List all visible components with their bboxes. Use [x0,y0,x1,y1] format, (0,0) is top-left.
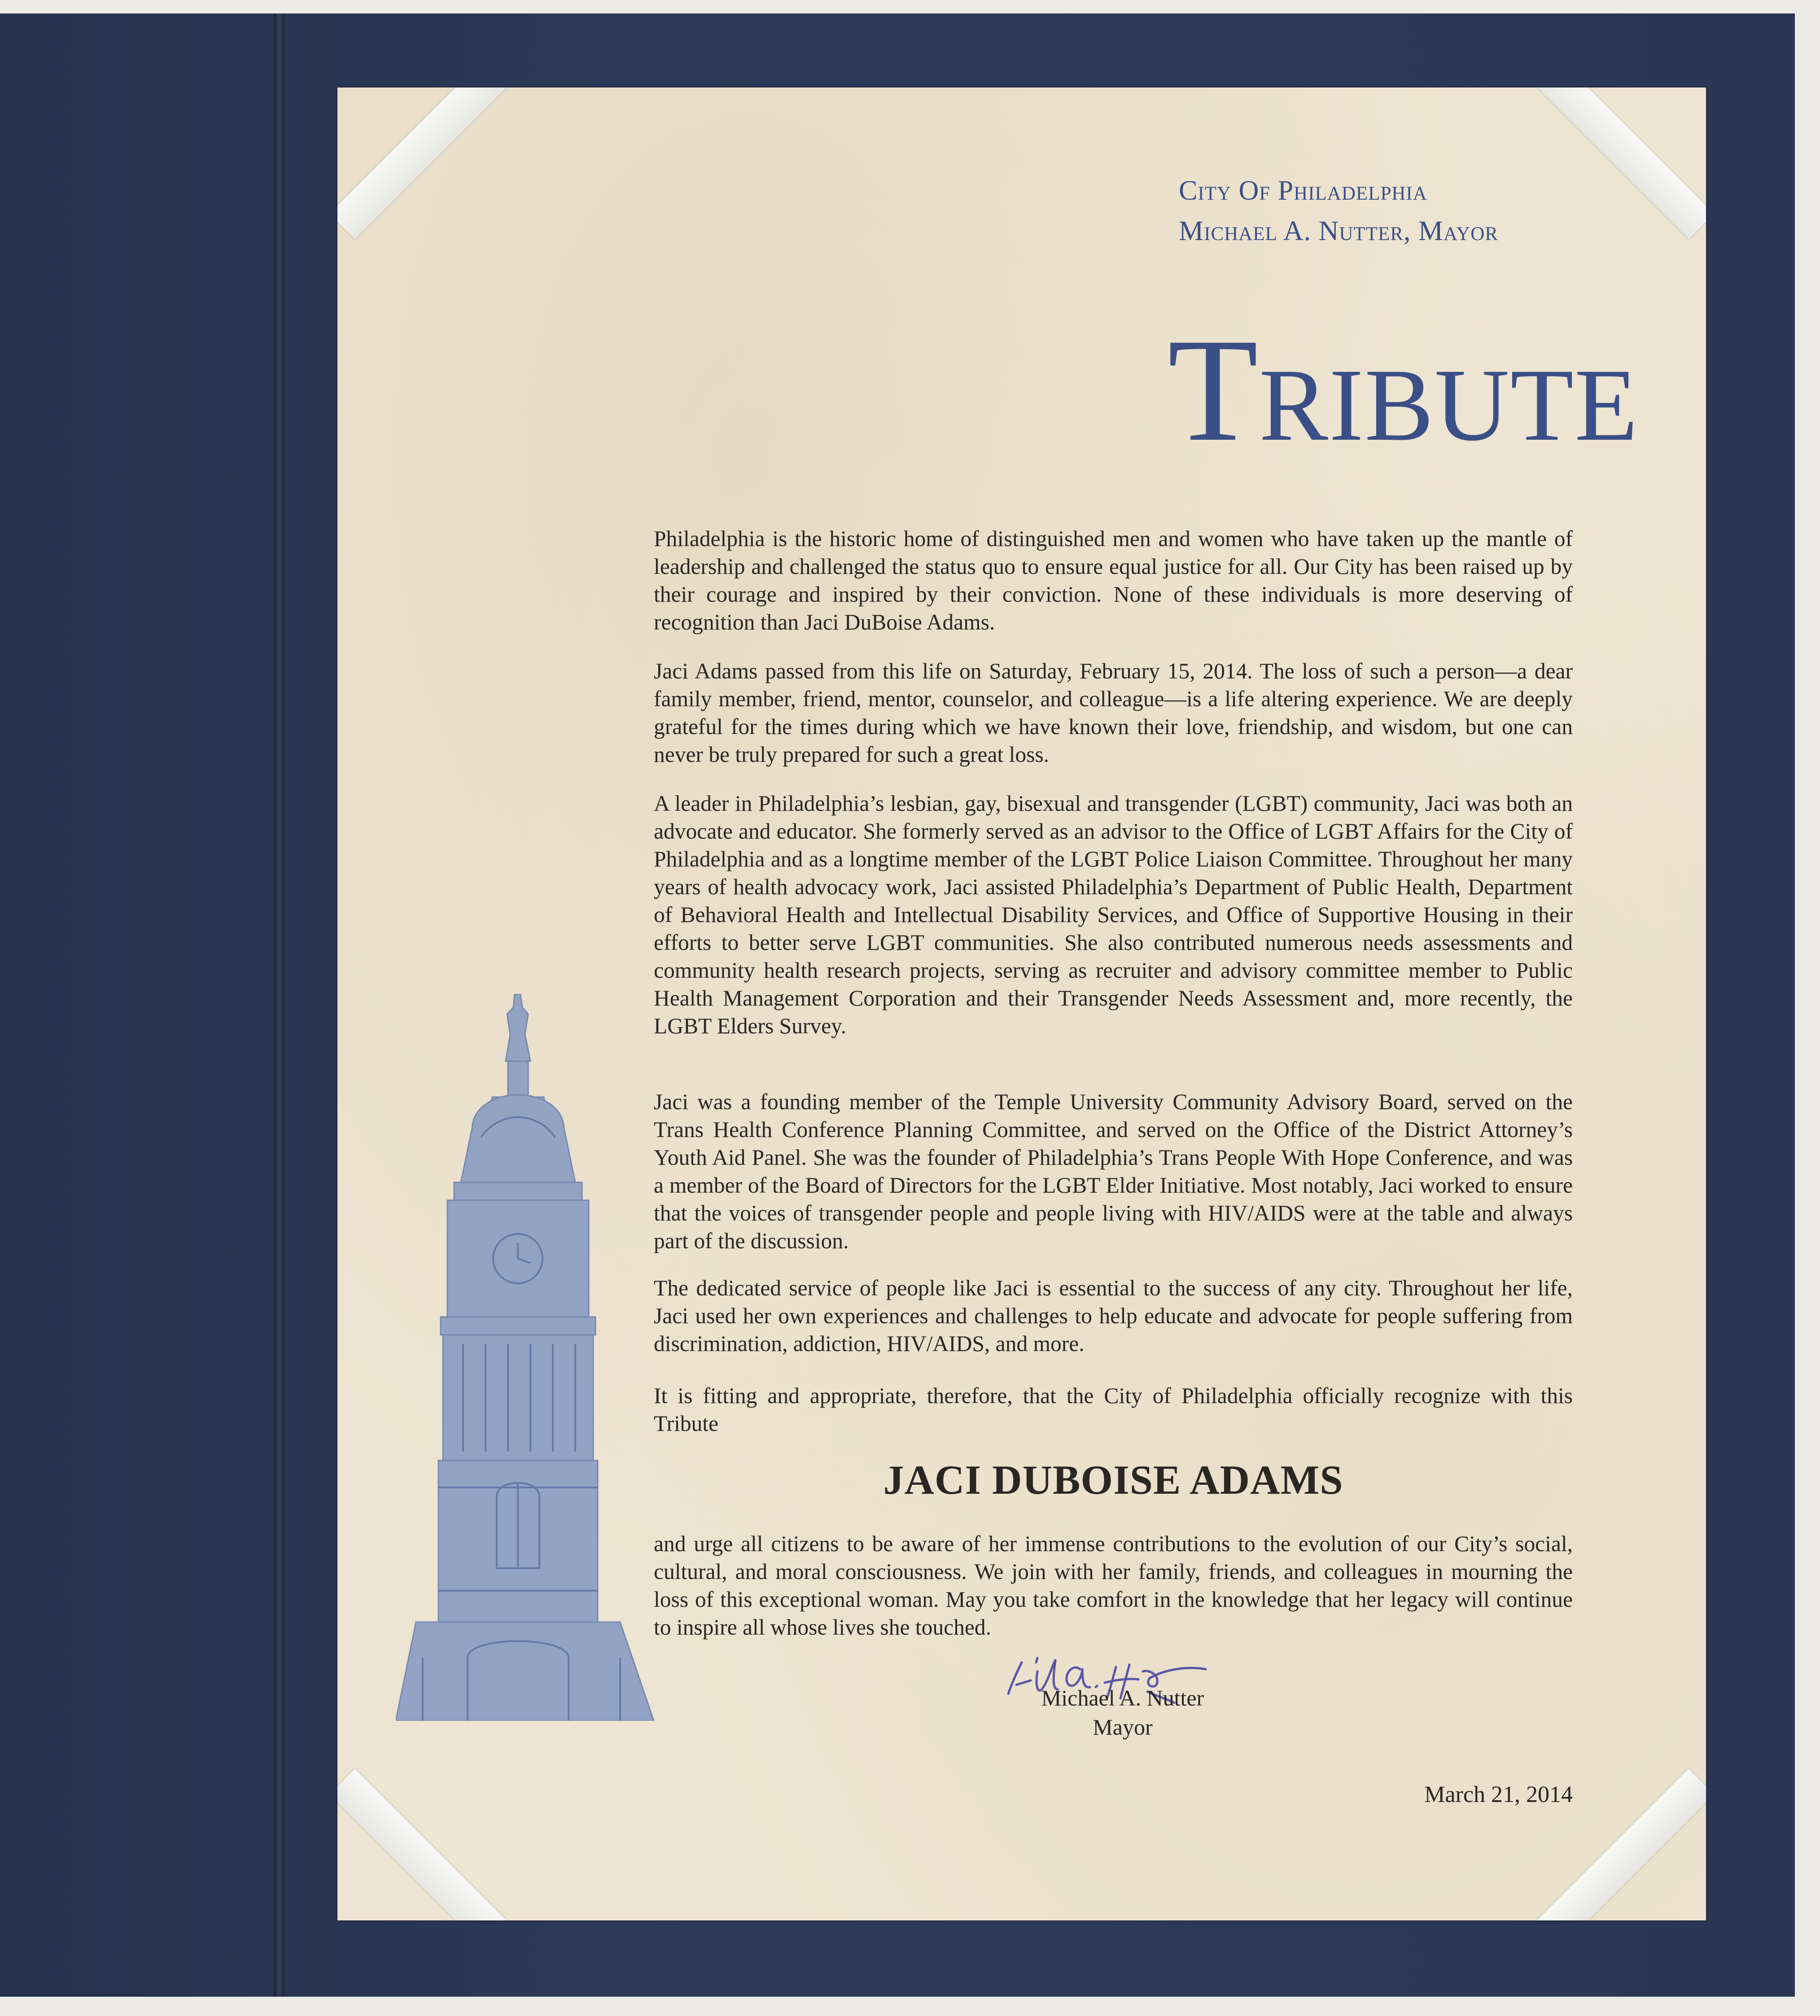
page-title: Tribute [1168,308,1639,472]
paragraph-5: The dedicated service of people like Jaci is essential to the success of any city. Throughout her life, Jaci used her own experiences and challenges to help educate and advocate for people suffering from discrimination, addiction, HIV/AIDS, and more. [654,1276,1573,1356]
corner-ribbon-bottom-left [337,1769,507,1920]
corner-ribbon-top-left [337,87,507,239]
paragraph-3: A leader in Philadelphia’s lesbian, gay, bisexual and transgender (LGBT) community, Jaci was both an advocate and educator. She formerly served as an advisor to the Office of LGBT Affairs for the City of Philadelphia and as a longtime member of the LGBT Police Liaison Committee. Throughout her many years of health advocacy work, Jaci assisted Philadelphia’s Department of Public Health, Department of Behavioral Health and Intellectual Disability Services, and Office of Supportive Housing in their efforts to better serve LGBT communities. She also contributed numerous needs assessments and community health research projects, serving as recruiter and advisory committee member to Public Health Management Corporation and their Transgender Needs Assessment and, more recently, the LGBT Elders Survey. [654,791,1573,1038]
folder-fold [274,13,284,1997]
city-hall-tower-illustration [396,994,656,1721]
paragraph-1: Philadelphia is the historic home of distinguished men and women who have taken up the mantle of leadership and challenged the status quo to ensure equal justice for all. Our City has been raised up by their courage and inspired by their conviction. None of these individuals is more deserving of recognition than Jaci DuBoise Adams. [654,526,1573,634]
honoree-name: JACI DUBOISE ADAMS [883,1457,1343,1503]
header-city: City Of Philadelphia [1179,175,1427,206]
paragraph-2: Jaci Adams passed from this life on Saturday, February 15, 2014. The loss of such a person—a dear family member, friend, mentor, counselor, and colleague—is a life altering experience. We are deeply grateful for the times during which we have known their love, friendship, and wisdom, but one can never be truly prepared for such a great loss. [654,659,1573,767]
paragraph-6: It is fitting and appropriate, therefore, that the City of Philadelphia officially recognize with this Tribute [654,1383,1573,1436]
signatory-name: Michael A. Nutter [1041,1685,1204,1710]
signatory-title: Mayor [1093,1714,1153,1740]
header-mayor: Michael A. Nutter, Mayor [1179,216,1498,246]
corner-ribbon-top-right [1536,87,1706,239]
paragraph-4: Jaci was a founding member of the Temple University Community Advisory Board, served on the Trans Health Conference Planning Committee, and served on the Office of the District Attorney’s Youth Aid Panel. She was the founder of Philadelphia’s Trans People With Hope Conference, and was a member of the Board of Directors for the LGBT Elder Initiative. Most notably, Jaci worked to ensure that the voices of transgender people and people living with HIV/AIDS were at the table and always part of the discussion. [654,1089,1573,1253]
closing-paragraph: and urge all citizens to be aware of her immense contributions to the evolution of our City’s social, cultural, and moral consciousness. We join with her family, friends, and colleagues in mourning the loss of this exceptional woman. May you take comfort in the knowledge that her legacy will continue to inspire all whose lives she touched. [654,1531,1573,1640]
tribute-certificate [337,87,1706,1920]
issue-date: March 21, 2014 [1424,1782,1573,1807]
